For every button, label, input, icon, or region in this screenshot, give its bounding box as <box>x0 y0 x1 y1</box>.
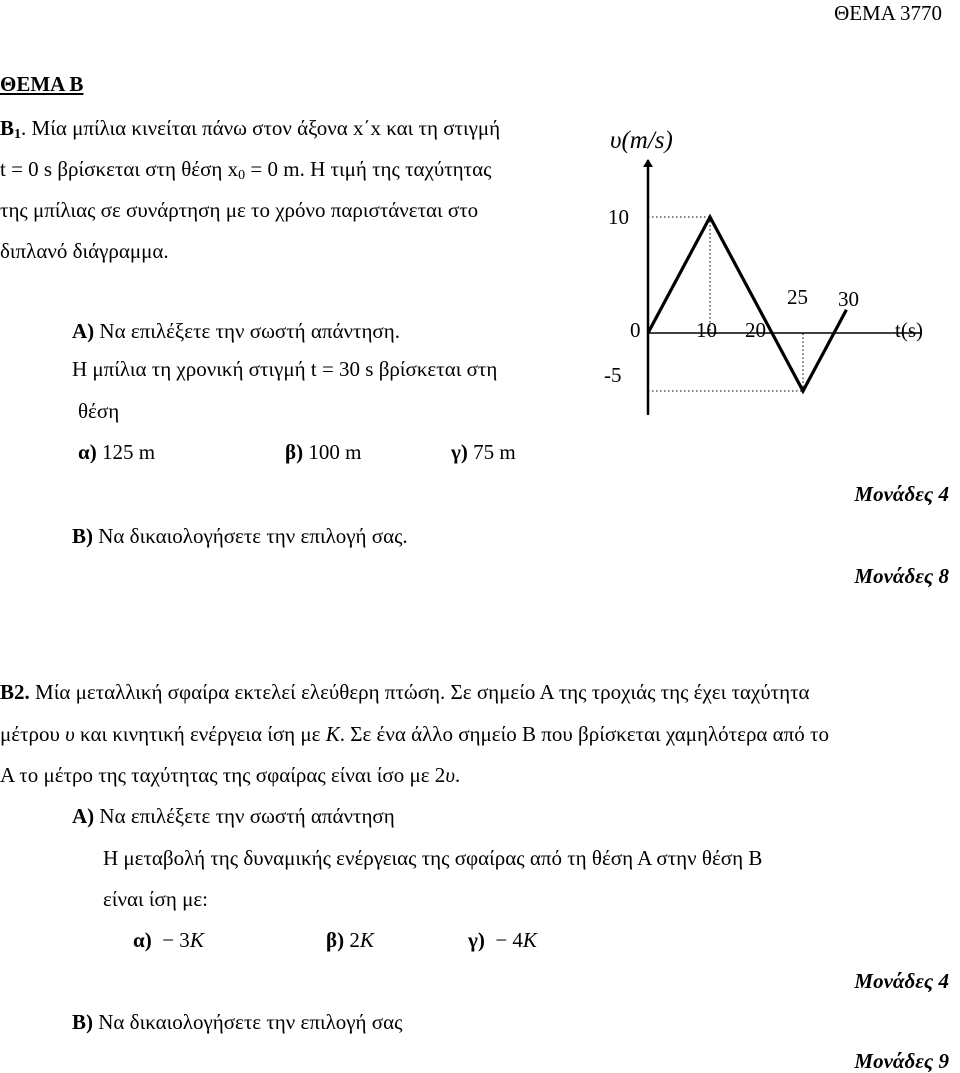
b2-question-line-1: Η μεταβολή της δυναμικής ενέργειας της σφαίρας από τη θέση Α στην θέση Β <box>103 846 763 870</box>
b1-option-a: α) 125 m <box>78 440 156 464</box>
b2-line-2: μέτρου υ και κινητική ενέργεια ίση με K. Σε ένα άλλο σημείο Β που βρίσκεται χαμηλότερα από το <box>0 722 829 746</box>
b2-partA-points: Μονάδες 4 <box>854 969 949 993</box>
b1-label: $B_1$ <box>0 116 22 142</box>
velocity-time-graph <box>590 120 960 420</box>
velocity-axis-label: υ(m/s) <box>610 127 673 154</box>
b1-partB-points: Μονάδες 8 <box>854 564 949 588</box>
b1-intro-line-4: διπλανό διάγραμμα. <box>0 239 169 263</box>
b2-partB-points: Μονάδες 9 <box>854 1049 949 1073</box>
y-tick-label-minus-5: -5 <box>604 363 622 387</box>
y-tick-label-10: 10 <box>608 205 629 229</box>
b1-intro-line-3: της μπίλιας σε συνάρτηση με το χρόνο παριστάνεται στο <box>0 198 479 222</box>
b1-intro-line-1: $B_1$. Μία μπίλια κινείται πάνω στον άξονα x΄x και τη στιγμή <box>0 116 501 142</box>
b2-partA-prompt: Α) Να επιλέξετε την σωστή απάντηση <box>72 804 395 828</box>
b1-partA-points: Μονάδες 4 <box>854 482 949 506</box>
b1-option-c: γ) 75 m <box>451 440 516 464</box>
b1-question-line-1: Η μπίλια τη χρονική στιγμή t = 30 s βρίσκεται στη <box>72 357 498 381</box>
b2-option-c: γ) − 4K <box>468 928 537 952</box>
b2-partB-prompt: Β) Να δικαιολογήσετε την επιλογή σας <box>72 1010 403 1034</box>
x-tick-label-10: 10 <box>696 318 717 342</box>
page-header-title: ΘΕΜΑ 3770 <box>834 1 942 25</box>
b2-line-1: Β2. Μία μεταλλική σφαίρα εκτελεί ελεύθερη πτώση. Σε σημείο Α της τροχιάς της έχει ταχύτητα <box>0 680 810 704</box>
b2-line-3: Α το μέτρο της ταχύτητας της σφαίρας είναι ίσο με 2υ. <box>0 763 461 787</box>
b1-option-b: β) 100 m <box>285 440 362 464</box>
b1-question-line-2: θέση <box>78 399 120 423</box>
velocity-series-line <box>648 217 846 391</box>
section-heading: ΘΕΜΑ Β <box>0 72 84 96</box>
b2-option-b: β) 2K <box>326 928 374 952</box>
x-tick-label-30: 30 <box>838 287 859 311</box>
time-axis-label: t(s) <box>895 318 923 342</box>
b2-option-a: α) − 3K <box>133 928 204 952</box>
x-tick-label-25: 25 <box>787 285 808 309</box>
b2-question-line-2: είναι ίση με: <box>103 887 208 911</box>
b1-partB-prompt: Β) Να δικαιολογήσετε την επιλογή σας. <box>72 524 408 548</box>
b1-partA-prompt: Α) Να επιλέξετε την σωστή απάντηση. <box>72 319 400 343</box>
x-tick-label-0: 0 <box>630 318 641 342</box>
x-tick-label-20: 20 <box>745 318 766 342</box>
b1-intro-line-2: t = 0 s βρίσκεται στη θέση $x_0 = 0$ m. Η τιμή της ταχύτητας <box>0 157 492 183</box>
